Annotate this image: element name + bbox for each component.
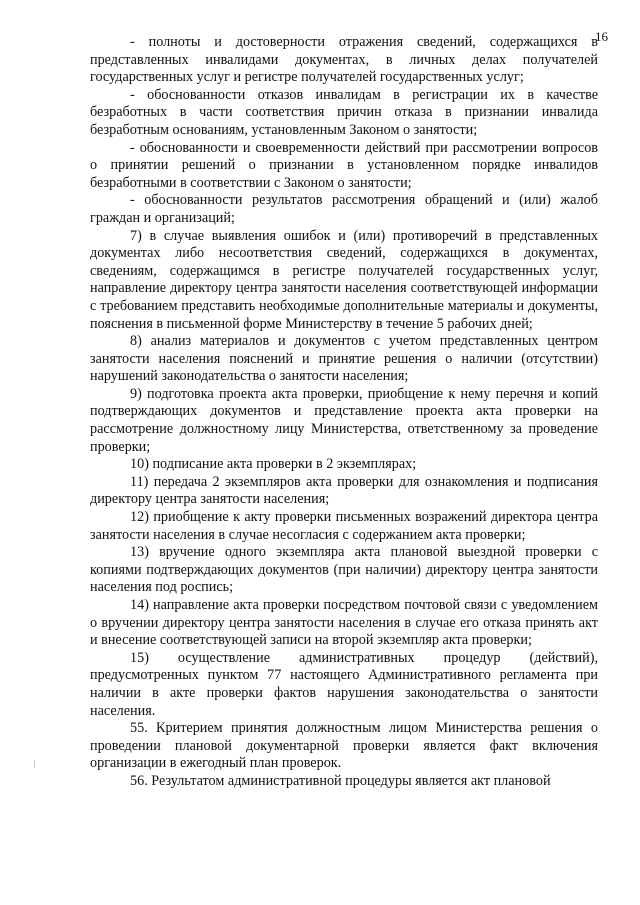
scan-artifact-mark — [34, 760, 35, 768]
paragraph-item-7: 7) в случае выявления ошибок и (или) противоречий в представленных документах либо несоответствия сведений, содержащихся в документах, сведениям, содержащимся в регистре получателей государственных услуг, направление директору центра занятости населения соответствующей информации с требованием представить необходимые дополнительные материалы и документы, пояснения в письменной форме Министерству в течение 5 рабочих дней; — [90, 227, 598, 332]
page-number: 16 — [595, 29, 608, 44]
paragraph-item-12: 12) приобщение к акту проверки письменных возражений директора центра занятости населения в случае несогласия с содержанием акта проверки; — [90, 509, 598, 543]
paragraph-item-14: 14) направление акта проверки посредством почтовой связи с уведомлением о вручении директору центра занятости населения в случае его отказа принять акт и внесение соответствующей записи на второй экземпляр акта проверки; — [90, 597, 598, 649]
paragraph-completeness: - полноты и достоверности отражения сведений, содержащихся в представленных инвалидами документах, в личных делах получателей государственных услуг и регистре получателей государственных услуг; — [90, 34, 598, 86]
paragraph-item-9: 9) подготовка проекта акта проверки, приобщение к нему перечня и копий подтверждающих документов и представление проекта акта проверки на рассмотрение должностному лицу Министерства, ответственному за проведение проверки; — [90, 385, 598, 455]
paragraph-complaints: - обоснованности результатов рассмотрения обращений и (или) жалоб граждан и организаций; — [90, 192, 598, 226]
paragraph-refusal-validity: - обоснованности отказов инвалидам в регистрации их в качестве безработных в части соответствия причин отказа в признании инвалида безработным основаниям, установленным Законом о занятости; — [90, 86, 598, 138]
paragraph-item-15: 15) осуществление административных процедур (действий), предусмотренных пунктом 77 настоящего Административного регламента при наличии в акте проверки фактов нарушения законодательства о занятости населения. — [90, 649, 598, 719]
paragraph-clause-55: 55. Критерием принятия должностным лицом Министерства решения о проведении плановой документарной проверки является факт включения организации в ежегодный план проверок. — [90, 720, 598, 772]
paragraph-clause-56: 56. Результатом административной процедуры является акт плановой — [130, 772, 551, 789]
paragraph-timeliness: - обоснованности и своевременности действий при рассмотрении вопросов о принятии решений о признании в установленном порядке инвалидов безработными в соответствии с Законом о занятости; — [90, 139, 598, 191]
paragraph-item-13: 13) вручение одного экземпляра акта плановой выездной проверки с копиями подтверждающих документов (при наличии) директору центра занятости населения под роспись; — [90, 544, 598, 596]
paragraph-item-10: 10) подписание акта проверки в 2 экземплярах; — [130, 456, 417, 473]
paragraph-item-11: 11) передача 2 экземпляров акта проверки для ознакомления и подписания директору центра занятости населения; — [90, 473, 598, 508]
document-body — [90, 34, 598, 791]
paragraph-item-8: 8) анализ материалов и документов с учетом представленных центром занятости населения пояснений и принятие решения о наличии (отсутствии) нарушений законодательства о занятости населения; — [90, 333, 598, 385]
